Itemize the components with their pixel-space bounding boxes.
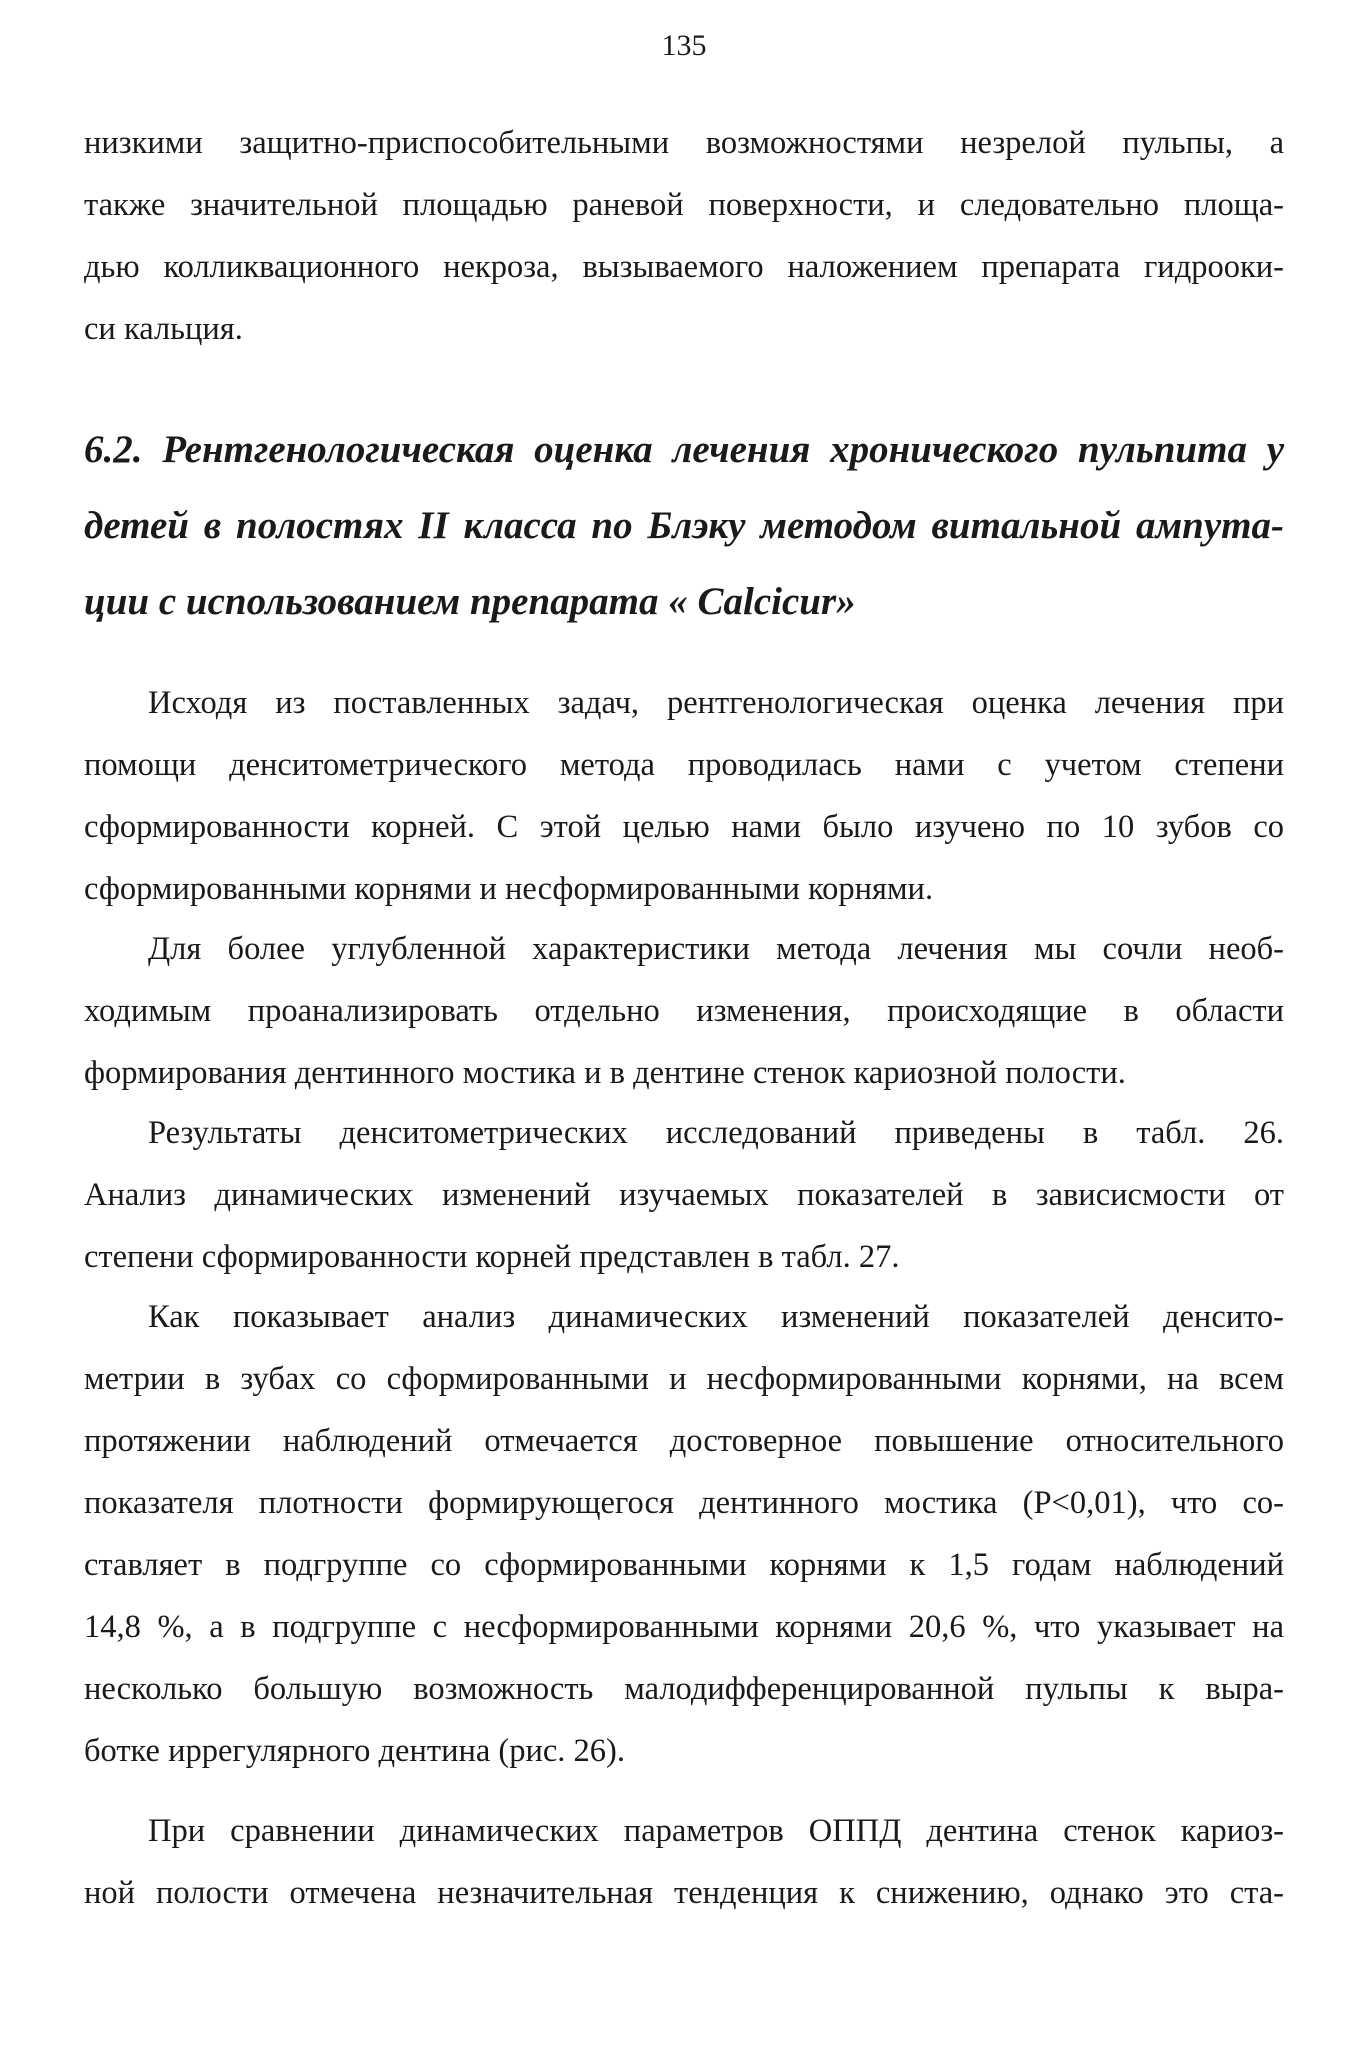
text-line: формирования дентинного мостика и в дентине стенок кариозной полости. <box>84 1055 1126 1091</box>
text-line: сформированности корней. С этой целью нами было изучено по 10 зубов со <box>84 809 1284 845</box>
text-line: Исходя из поставленных задач, рентгенологическая оценка лечения при <box>148 685 1284 721</box>
text-line: показателя плотности формирующегося дентинного мостика (P<0,01), что со- <box>84 1485 1284 1521</box>
paragraph-3 <box>84 1102 1284 1288</box>
text-line: ходимым проанализировать отдельно изменения, происходящие в области <box>84 993 1284 1029</box>
paragraph-5 <box>84 1800 1284 1924</box>
heading-line: ции с использованием препарата « Calcicur» <box>84 580 856 623</box>
heading-line: 6.2. Рентгенологическая оценка лечения хронического пульпита у <box>84 428 1284 471</box>
text-line: также значительной площадью раневой поверхности, и следовательно площа- <box>84 187 1284 223</box>
text-line: 14,8 %, а в подгруппе с несформированными корнями 20,6 %, что указывает на <box>84 1609 1284 1645</box>
paragraph-4 <box>84 1286 1284 1782</box>
text-line: ставляет в подгруппе со сформированными корнями к 1,5 годам наблюдений <box>84 1547 1284 1583</box>
text-line: си кальция. <box>84 311 243 347</box>
text-line: несколько большую возможность малодифференцированной пульпы к выра- <box>84 1671 1284 1707</box>
text-line: дью колликвационного некроза, вызываемого наложением препарата гидрооки- <box>84 249 1284 285</box>
text-line: помощи денситометрического метода проводилась нами с учетом степени <box>84 747 1284 783</box>
text-line: Как показывает анализ динамических изменений показателей денсито- <box>148 1299 1284 1335</box>
text-line: ботке иррегулярного дентина (рис. 26). <box>84 1733 625 1769</box>
section-heading <box>84 412 1284 640</box>
text-line: Для более углубленной характеристики метода лечения мы сочли необ- <box>148 931 1284 967</box>
text-line: При сравнении динамических параметров ОППД дентина стенок кариоз- <box>148 1813 1284 1849</box>
text-line: сформированными корнями и несформированными корнями. <box>84 871 934 907</box>
page-number: 135 <box>661 29 707 62</box>
text-line: низкими защитно-приспособительными возможностями незрелой пульпы, а <box>84 125 1284 161</box>
intro-paragraph <box>84 112 1284 360</box>
text-line: протяжении наблюдений отмечается достоверное повышение относительного <box>84 1423 1284 1459</box>
text-line: степени сформированности корней представлен в табл. 27. <box>84 1239 900 1275</box>
paragraph-1 <box>84 672 1284 920</box>
heading-line: детей в полостях II класса по Блэку методом витальной ампута- <box>84 504 1284 547</box>
text-line: ной полости отмечена незначительная тенденция к снижению, однако это ста- <box>84 1875 1284 1911</box>
text-line: Результаты денситометрических исследований приведены в табл. 26. <box>148 1115 1284 1151</box>
text-line: метрии в зубах со сформированными и несформированными корнями, на всем <box>84 1361 1284 1397</box>
text-line: Анализ динамических изменений изучаемых показателей в зависисмости от <box>84 1177 1284 1213</box>
paragraph-2 <box>84 918 1284 1104</box>
